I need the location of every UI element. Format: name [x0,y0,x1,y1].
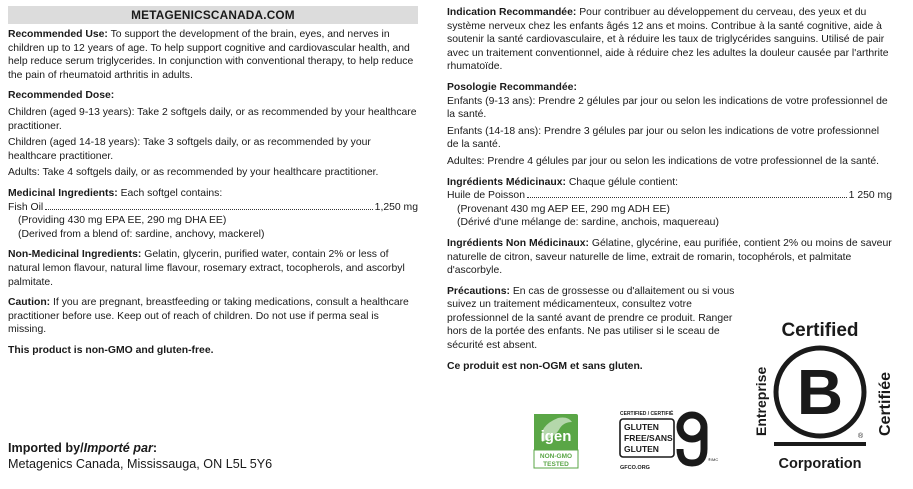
ingredient-name: Huile de Poisson [447,190,525,202]
recommended-dose-en [8,89,418,180]
ingredient-name: Fish Oil [8,201,44,213]
bcorp-certifiee: Certifiée [877,371,894,436]
ingredient-row [8,201,418,215]
label: Medicinal Ingredients: [8,187,118,199]
ingredient-source: (Dérivé d'une mélange de: sardine, anchois, maquereau) [457,217,719,229]
ingredient-providing: (Provenant 430 mg AEP EE, 290 mg ADH EE) [457,203,670,215]
non-gmo-leaf-icon [528,408,584,472]
bcorp-reg: ® [858,433,864,440]
text: If you are pregnant, breastfeeding or taking medications, consult a healthcare practitioner before use. Keep out of reach of children. Do not use if perma seal is missing. [8,297,409,336]
ingredient-amount: 1,250 mg [374,201,418,213]
text: Ce produit est non-OGM et sans gluten. [447,360,643,372]
website-banner: METAGENICSCANADA.COM [8,6,418,24]
medicinal-ingredients-en [8,187,418,241]
ingredient-source: (Derived from a blend of: sardine, anchovy, mackerel) [18,228,265,240]
recommended-dose-fr [447,81,892,169]
dose-enfants-14-18: Enfants (14-18 ans): Prendre 3 gélules par jour ou selon les indications de votre professionnel de la santé. [447,125,880,151]
bcorp-corporation: Corporation [778,456,862,472]
label: Caution: [8,297,51,309]
label: Recommended Use: [8,29,108,40]
gfco-top: CERTIFIED / CERTIFIÉ [620,411,674,417]
dose-children-9-13: Children (aged 9-13 years): Take 2 softgels daily, or as recommended by your healthcare practitioner. [8,106,417,132]
precautions-fr [447,285,737,353]
importer-label-fr: Importé par [83,441,153,455]
text: En cas de grossesse ou d'allaitement ou si vous suivez un traitement médicamenteux, consultez votre professionnel de la santé avant de prendre ce produit. Ranger hors de la portée des enfants. Ne pas utiliser si le sceau de sécurité est absent. [447,285,735,352]
importer-label-en: Imported by/ [8,441,84,455]
medicinal-ingredients-fr [447,176,892,230]
b-corp-circle-icon [750,318,895,476]
intro: Chaque gélule contient: [568,176,679,188]
label: Recommended Dose: [8,90,115,102]
gmo-line1: NON-GMO [539,453,573,460]
bcorp-entreprise: Entreprise [753,366,769,436]
ingredient-providing: (Providing 430 mg EPA EE, 290 mg DHA EE) [18,215,227,227]
gfco-l3: GLUTEN [624,444,659,454]
non-medicinal-ingredients-en [8,248,418,289]
recommended-use-en [8,28,418,82]
recommended-use-fr [447,6,892,74]
dose-enfants-9-13: Enfants (9-13 ans): Prendre 2 gélules par jour ou selon les indications de votre professionnel de la santé. [447,95,888,121]
dose-adults: Adults: Take 4 softgels daily, or as recommended by your healthcare practitioner. [8,167,379,179]
gmo-word: igen [540,428,572,445]
gmo-line2: TESTED [543,461,569,468]
intro: Each softgel contains: [120,187,223,199]
dose-children-14-18: Children (aged 14-18 years): Take 3 softgels daily, or as recommended by your healthcare practitioner. [8,137,371,162]
non-medicinal-ingredients-fr [447,237,892,278]
ingredient-row [447,189,892,203]
text: Pour contribuer au développement du cerveau, des yeux et du système nerveux chez les enfants âgés 12 ans et moins. Contribue à la santé cognitive, aide à soutenir la santé cardiovasculaire, et à réduire les taux de triglycérides sanguins. Utilisé de pair avec un traitement conventionnel, aide à réduire chez les adultes la douleur causée par l'arthrite rhumatoïde. [447,7,889,73]
gfco-l1: GLUTEN [624,422,659,432]
gmo-statement-en [8,344,418,358]
english-column [8,6,418,364]
text: To support the development of the brain, eyes, and nerves in children up to 12 years of age. To help support cognitive and cardiovascular health, and help reduce serum triglycerides. In conjunction with conventional therapy, to help reduce the pain of rheumatoid arthritis in adults. [8,29,414,81]
gluten-free-g-icon [618,409,720,473]
dot-leader [45,209,372,210]
label: Posologie Recommandée: [447,81,577,93]
gfco-l2: FREE/SANS [624,433,673,443]
importer-address: Metagenics Canada, Mississauga, ON L5L 5Y6 [8,457,273,471]
label: Non-Medicinal Ingredients: [8,249,142,261]
importer-colon: : [152,441,158,455]
text: Gelatin, glycerin, purified water, contain 2% or less of natural lemon flavour, natural lime flavour, rosemary extract, tocopherols, and ascorbyl palmitate. [8,249,405,288]
label: Ingrédients Médicinaux: [447,176,566,188]
label: Ingrédients Non Médicinaux: [447,237,590,249]
text: This product is non-GMO and gluten-free. [8,344,214,356]
gfco-mark: ®/MC [708,457,719,462]
text: Gélatine, glycérine, eau purifiée, contient 2% ou moins de saveur naturelle de citron, saveur naturelle de lime, extrait de romarin, tocophérols, et palmitate d'ascorbyle. [447,237,892,277]
dot-leader [527,197,847,198]
gfco-site: GFCO.ORG [620,465,650,471]
caution-en [8,296,418,337]
dose-adultes: Adultes: Prendre 4 gélules par jour ou selon les indications de votre professionnel de la santé. [447,155,880,167]
bcorp-certified: Certified [781,320,859,341]
importer-block [8,440,272,472]
label: Précautions: [447,285,510,297]
label: Indication Recommandée: [447,7,577,18]
ingredient-amount: 1 250 mg [848,190,892,202]
bcorp-letter: B [796,356,844,428]
